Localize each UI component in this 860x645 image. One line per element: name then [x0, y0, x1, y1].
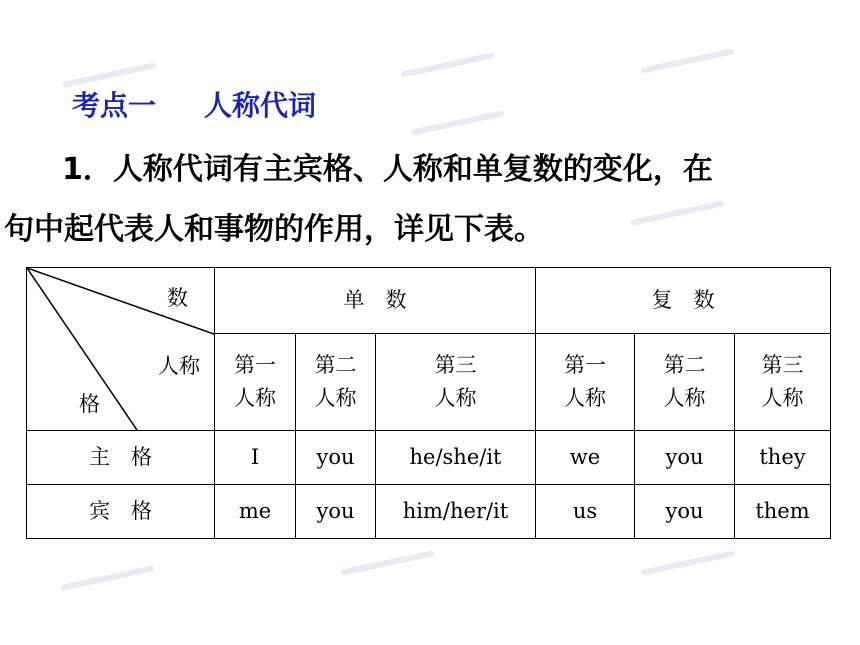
corner-number-label: 数	[167, 286, 188, 310]
pronoun-cell: I	[215, 431, 296, 485]
corner-person-label: 人称	[158, 354, 200, 378]
pronoun-cell: them	[735, 485, 831, 539]
person-header-line: 人称	[663, 386, 706, 411]
case-label-cell: 宾 格	[27, 485, 215, 539]
pronoun-cell: me	[215, 485, 296, 539]
paragraph-line-2: 句中起代表人和事物的作用，详见下表。	[4, 212, 544, 247]
case-label-cell: 主 格	[27, 431, 215, 485]
table-row	[27, 431, 831, 485]
heading-label: 考点一	[72, 89, 157, 122]
person-header-cell	[635, 334, 735, 431]
watermark	[60, 565, 154, 591]
watermark	[400, 52, 494, 78]
pronoun-table	[26, 267, 831, 539]
pronoun-cell: he/she/it	[376, 431, 536, 485]
singular-group-header: 单 数	[215, 268, 536, 334]
table-row	[27, 485, 831, 539]
person-header-cell	[215, 334, 296, 431]
person-header-line: 人称	[761, 386, 804, 411]
person-header-line: 第二	[314, 352, 357, 377]
person-header-cell	[735, 334, 831, 431]
person-header-line: 第三	[434, 352, 477, 377]
person-header-cell	[296, 334, 376, 431]
corner-header-cell	[27, 268, 215, 431]
person-header-line: 人称	[434, 386, 477, 411]
section-heading	[72, 84, 316, 124]
pronoun-cell: you	[296, 431, 376, 485]
heading-topic: 人称代词	[204, 89, 317, 122]
pronoun-cell: us	[536, 485, 635, 539]
pronoun-cell: you	[296, 485, 376, 539]
pronoun-cell: they	[735, 431, 831, 485]
watermark	[340, 550, 434, 576]
person-header-line: 第一	[564, 352, 606, 377]
person-header-line: 第二	[663, 352, 706, 377]
pronoun-cell: you	[635, 431, 735, 485]
watermark	[640, 48, 734, 74]
plural-group-header: 复 数	[536, 268, 831, 334]
person-header-line: 人称	[314, 386, 357, 411]
watermark	[640, 550, 734, 576]
pronoun-cell: you	[635, 485, 735, 539]
person-header-cell	[376, 334, 536, 431]
person-header-line: 人称	[234, 386, 276, 411]
watermark	[410, 110, 504, 136]
pronoun-cell: him/her/it	[376, 485, 536, 539]
person-header-line: 第三	[761, 352, 804, 377]
person-header-line: 人称	[564, 386, 606, 411]
paragraph-line-1: 1．人称代词有主宾格、人称和单复数的变化，在	[62, 152, 713, 187]
person-header-line: 第一	[234, 352, 276, 377]
pronoun-cell: we	[536, 431, 635, 485]
corner-case-label: 格	[79, 392, 100, 416]
intro-paragraph	[0, 140, 860, 260]
person-header-cell	[536, 334, 635, 431]
